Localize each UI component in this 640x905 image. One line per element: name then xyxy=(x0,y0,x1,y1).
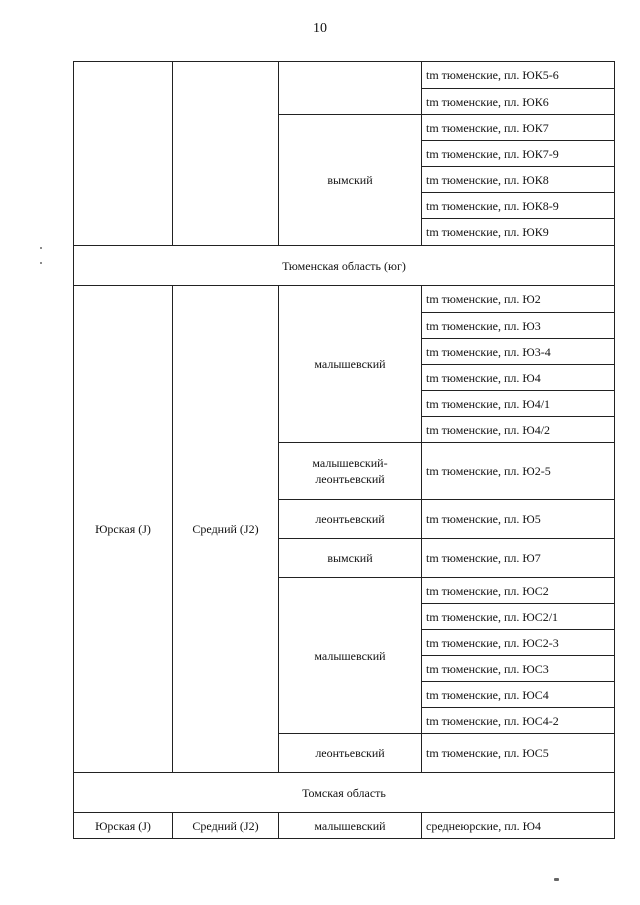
layer-cell: tm тюменские, пл. ЮК6 xyxy=(422,89,615,115)
layer-cell: tm тюменские, пл. Ю4/1 xyxy=(422,391,615,417)
system-cell xyxy=(74,62,173,246)
layer-cell: tm тюменские, пл. ЮК8-9 xyxy=(422,193,615,219)
layer-cell: tm тюменские, пл. ЮК9 xyxy=(422,219,615,246)
layer-cell: tm тюменские, пл. ЮС4 xyxy=(422,682,615,708)
scan-speck xyxy=(554,878,559,881)
layer-cell: tm тюменские, пл. Ю3-4 xyxy=(422,339,615,365)
region-row xyxy=(74,773,615,813)
suite-cell: вымский xyxy=(279,115,422,246)
division-cell: Средний (J2) xyxy=(173,813,279,839)
scan-speck xyxy=(40,247,42,249)
layer-cell: tm тюменские, пл. ЮС5 xyxy=(422,734,615,773)
page-number: 10 xyxy=(313,21,327,36)
layer-cell: tm тюменские, пл. ЮС3 xyxy=(422,656,615,682)
layer-cell: tm тюменские, пл. Ю5 xyxy=(422,500,615,539)
suite-cell: вымский xyxy=(279,539,422,578)
layer-cell: tm тюменские, пл. ЮС2 xyxy=(422,578,615,604)
suite-cell: малышевский xyxy=(279,578,422,734)
table-row xyxy=(74,813,615,839)
suite-cell: малышевский- леонтьевский xyxy=(279,443,422,500)
system-cell: Юрская (J) xyxy=(74,286,173,773)
system-cell: Юрская (J) xyxy=(74,813,173,839)
scan-speck xyxy=(40,262,42,264)
table-row xyxy=(74,62,615,89)
region-title: Тюменская область (юг) xyxy=(74,246,615,286)
stratigraphy-table xyxy=(73,61,615,839)
layer-cell: tm тюменские, пл. Ю4/2 xyxy=(422,417,615,443)
suite-cell: малышевский xyxy=(279,813,422,839)
division-cell: Средний (J2) xyxy=(173,286,279,773)
region-title: Томская область xyxy=(74,773,615,813)
suite-cell: леонтьевский xyxy=(279,734,422,773)
layer-cell: tm тюменские, пл. Ю2-5 xyxy=(422,443,615,500)
division-cell xyxy=(173,62,279,246)
layer-cell: tm тюменские, пл. Ю4 xyxy=(422,365,615,391)
layer-cell: tm тюменские, пл. Ю3 xyxy=(422,313,615,339)
layer-cell: tm тюменские, пл. Ю2 xyxy=(422,286,615,313)
suite-cell xyxy=(279,62,422,115)
layer-cell: tm тюменские, пл. ЮС4-2 xyxy=(422,708,615,734)
suite-cell: малышевский xyxy=(279,286,422,443)
layer-cell: среднеюрские, пл. Ю4 xyxy=(422,813,615,839)
suite-cell: леонтьевский xyxy=(279,500,422,539)
layer-cell: tm тюменские, пл. ЮК7 xyxy=(422,115,615,141)
layer-cell: tm тюменские, пл. ЮК7-9 xyxy=(422,141,615,167)
region-row xyxy=(74,246,615,286)
layer-cell: tm тюменские, пл. ЮС2/1 xyxy=(422,604,615,630)
layer-cell: tm тюменские, пл. ЮС2-3 xyxy=(422,630,615,656)
table-row xyxy=(74,286,615,313)
layer-cell: tm тюменские, пл. ЮК8 xyxy=(422,167,615,193)
layer-cell: tm тюменские, пл. Ю7 xyxy=(422,539,615,578)
layer-cell: tm тюменские, пл. ЮК5-6 xyxy=(422,62,615,89)
